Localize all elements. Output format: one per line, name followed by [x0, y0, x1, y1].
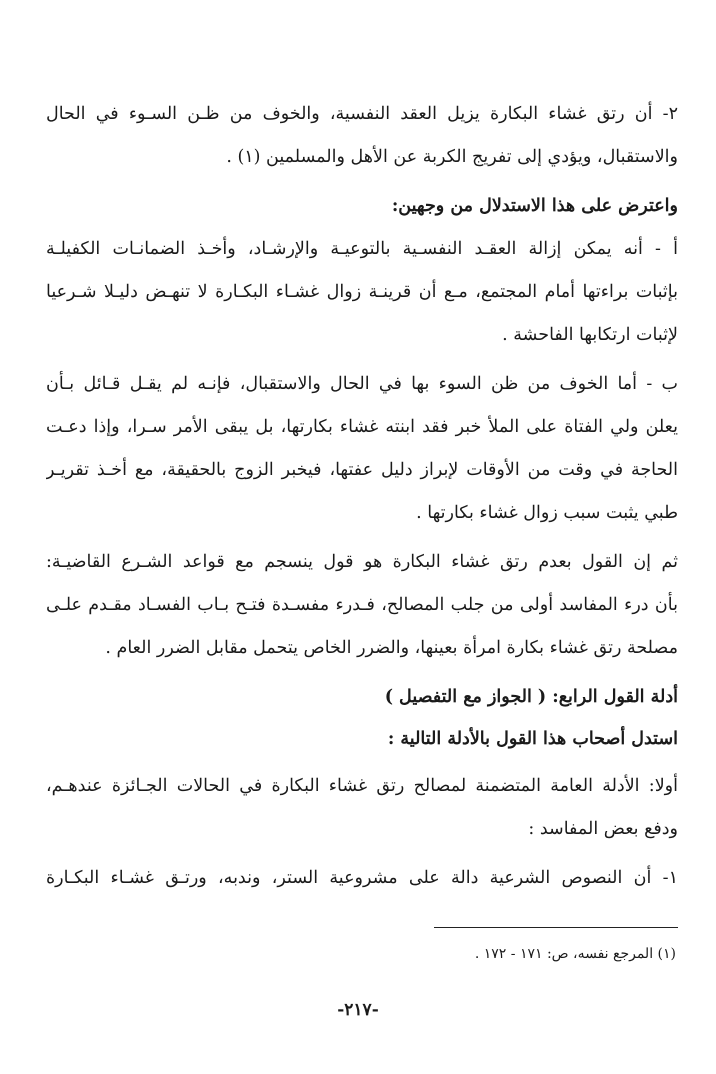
body-line: لإثبات ارتكابها الفاحشة .	[502, 325, 678, 345]
body-line: ١- أن النصوص الشرعية دالة على مشروعية الستر، وندبه، ورتـق غشـاء البكـارة	[46, 868, 678, 888]
section-heading: أدلة القول الرابع: ( الجواز مع التفصيل )	[384, 687, 678, 707]
body-line: أولا: الأدلة العامة المتضمنة لمصالح رتق غشاء البكارة في الحالات الجـائزة عندهـم،	[46, 776, 678, 796]
body-line: ب - أما الخوف من ظن السوء بها في الحال والاستقبال، فإنـه لم يقـل قـائل بـأن	[46, 374, 678, 394]
body-line: بأن درء المفاسد أولى من جلب المصالح، فـدرء مفسـدة فتـح بـاب الفسـاد مقـدم علـى	[46, 595, 678, 615]
body-line: أ - أنه يمكن إزالة العقـد النفسـية بالتوعيـة والإرشـاد، وأخـذ الضمانـات الكفيلـة	[46, 239, 678, 259]
section-heading: واعترض على هذا الاستدلال من وجهين:	[391, 196, 678, 216]
body-line: يعلن ولي الفتاة على الملأ خبر فقد ابنته غشاء بكارتها، بل يبقى الأمر سـرا، وإذا دعـت	[46, 417, 678, 437]
body-line: ٢- أن رتق غشاء البكارة يزيل العقد النفسية، والخوف من ظـن السـوء في الحال	[46, 104, 678, 124]
body-line: ودفع بعض المفاسد :	[528, 819, 678, 839]
body-line: بإثبات براءتها أمام المجتمع، مـع أن قرينـة زوال غشـاء البكـارة لا تنهـض دليـلا شـرعيا	[46, 282, 678, 302]
body-line: والاستقبال، ويؤدي إلى تفريج الكربة عن الأهل والمسلمين (١) .	[226, 147, 678, 167]
footnote-divider	[434, 927, 678, 928]
footnote: (١) المرجع نفسه، ص: ١٧١ - ١٧٢ .	[474, 946, 676, 962]
page-number: -٢١٧-	[337, 1000, 379, 1020]
subsection-heading: استدل أصحاب هذا القول بالأدلة التالية :	[387, 729, 678, 749]
body-line: طبي يثبت سبب زوال غشاء بكارتها .	[416, 503, 678, 523]
body-line: الحاجة في وقت من الأوقات لإبراز دليل عفتها، فيخبر الزوج بالحقيقة، مع أخـذ تقريـر	[46, 460, 678, 480]
body-line: مصلحة رتق غشاء بكارة امرأة بعينها، والضرر الخاص يتحمل مقابل الضرر العام .	[105, 638, 678, 658]
body-line: ثم إن القول بعدم رتق غشاء البكارة هو قول ينسجم مع قواعد الشـرع القاضيـة:	[46, 552, 678, 572]
